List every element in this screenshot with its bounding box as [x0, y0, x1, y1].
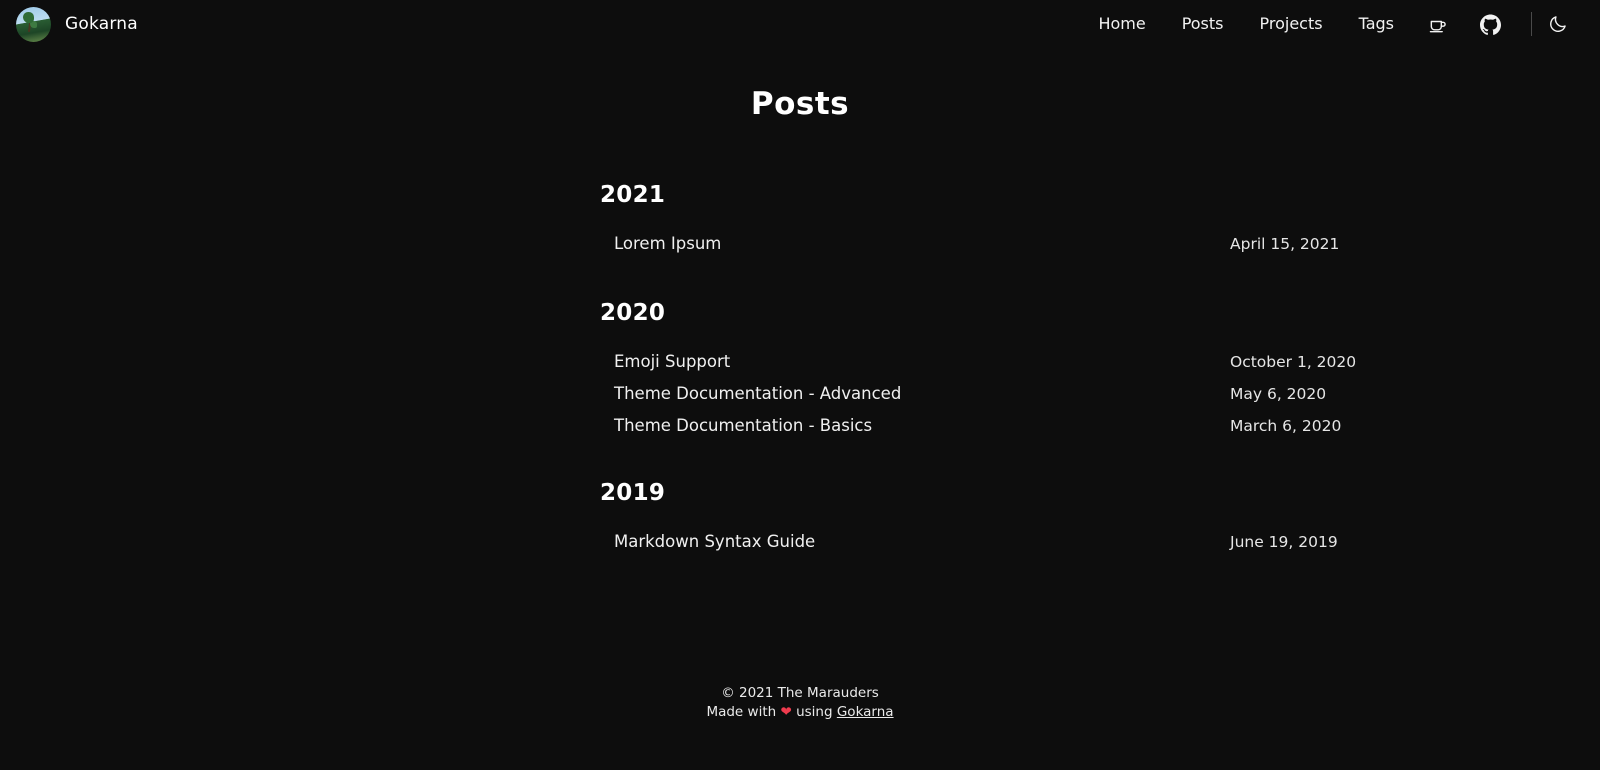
beach-palm-avatar-icon [16, 7, 51, 42]
year-group-2019 [600, 480, 1390, 558]
post-date: October 1, 2020 [1230, 353, 1357, 371]
year-group-2021 [600, 182, 1390, 260]
nav-link-projects[interactable]: Projects [1259, 14, 1323, 33]
brand-name: Gokarna [65, 14, 138, 34]
site-header [0, 0, 1600, 48]
post-date: March 6, 2020 [1230, 417, 1342, 435]
heart-icon: ❤ [780, 704, 792, 720]
nav-divider [1531, 12, 1532, 36]
github-icon[interactable] [1464, 8, 1517, 41]
main-navigation [1080, 8, 1584, 41]
post-row [600, 346, 1390, 378]
page-title: Posts [750, 86, 850, 122]
footer-made-with-text: Made with [706, 704, 781, 720]
year-heading: 2020 [600, 300, 666, 326]
brand-home-link[interactable] [16, 7, 138, 42]
nav-link-tags[interactable]: Tags [1358, 14, 1394, 33]
dark-mode-toggle-icon[interactable] [1542, 8, 1584, 40]
post-title-link[interactable]: Markdown Syntax Guide [614, 532, 816, 551]
year-group-2020 [600, 300, 1390, 442]
post-row [600, 378, 1390, 410]
main-content [0, 86, 1600, 558]
post-date: June 19, 2019 [1230, 533, 1338, 551]
post-title-link[interactable]: Theme Documentation - Advanced [614, 384, 902, 403]
footer-using-text: using [791, 704, 837, 720]
year-heading: 2019 [600, 480, 666, 506]
site-footer [0, 684, 1600, 721]
post-title-link[interactable]: Lorem Ipsum [614, 234, 722, 253]
nav-link-posts[interactable]: Posts [1181, 14, 1224, 33]
footer-credit [0, 703, 1600, 721]
post-date: April 15, 2021 [1230, 235, 1340, 253]
nav-link-home[interactable]: Home [1098, 14, 1146, 33]
post-date: May 6, 2020 [1230, 385, 1327, 403]
post-row [600, 228, 1390, 260]
coffee-cup-icon[interactable] [1412, 8, 1464, 40]
post-title-link[interactable]: Emoji Support [614, 352, 731, 371]
posts-list [210, 122, 1390, 558]
footer-copyright: © 2021 The Marauders [721, 685, 879, 701]
post-title-link[interactable]: Theme Documentation - Basics [614, 416, 873, 435]
theme-credit-link[interactable]: Gokarna [836, 704, 894, 720]
post-row [600, 410, 1390, 442]
year-heading: 2021 [600, 182, 666, 208]
post-row [600, 526, 1390, 558]
